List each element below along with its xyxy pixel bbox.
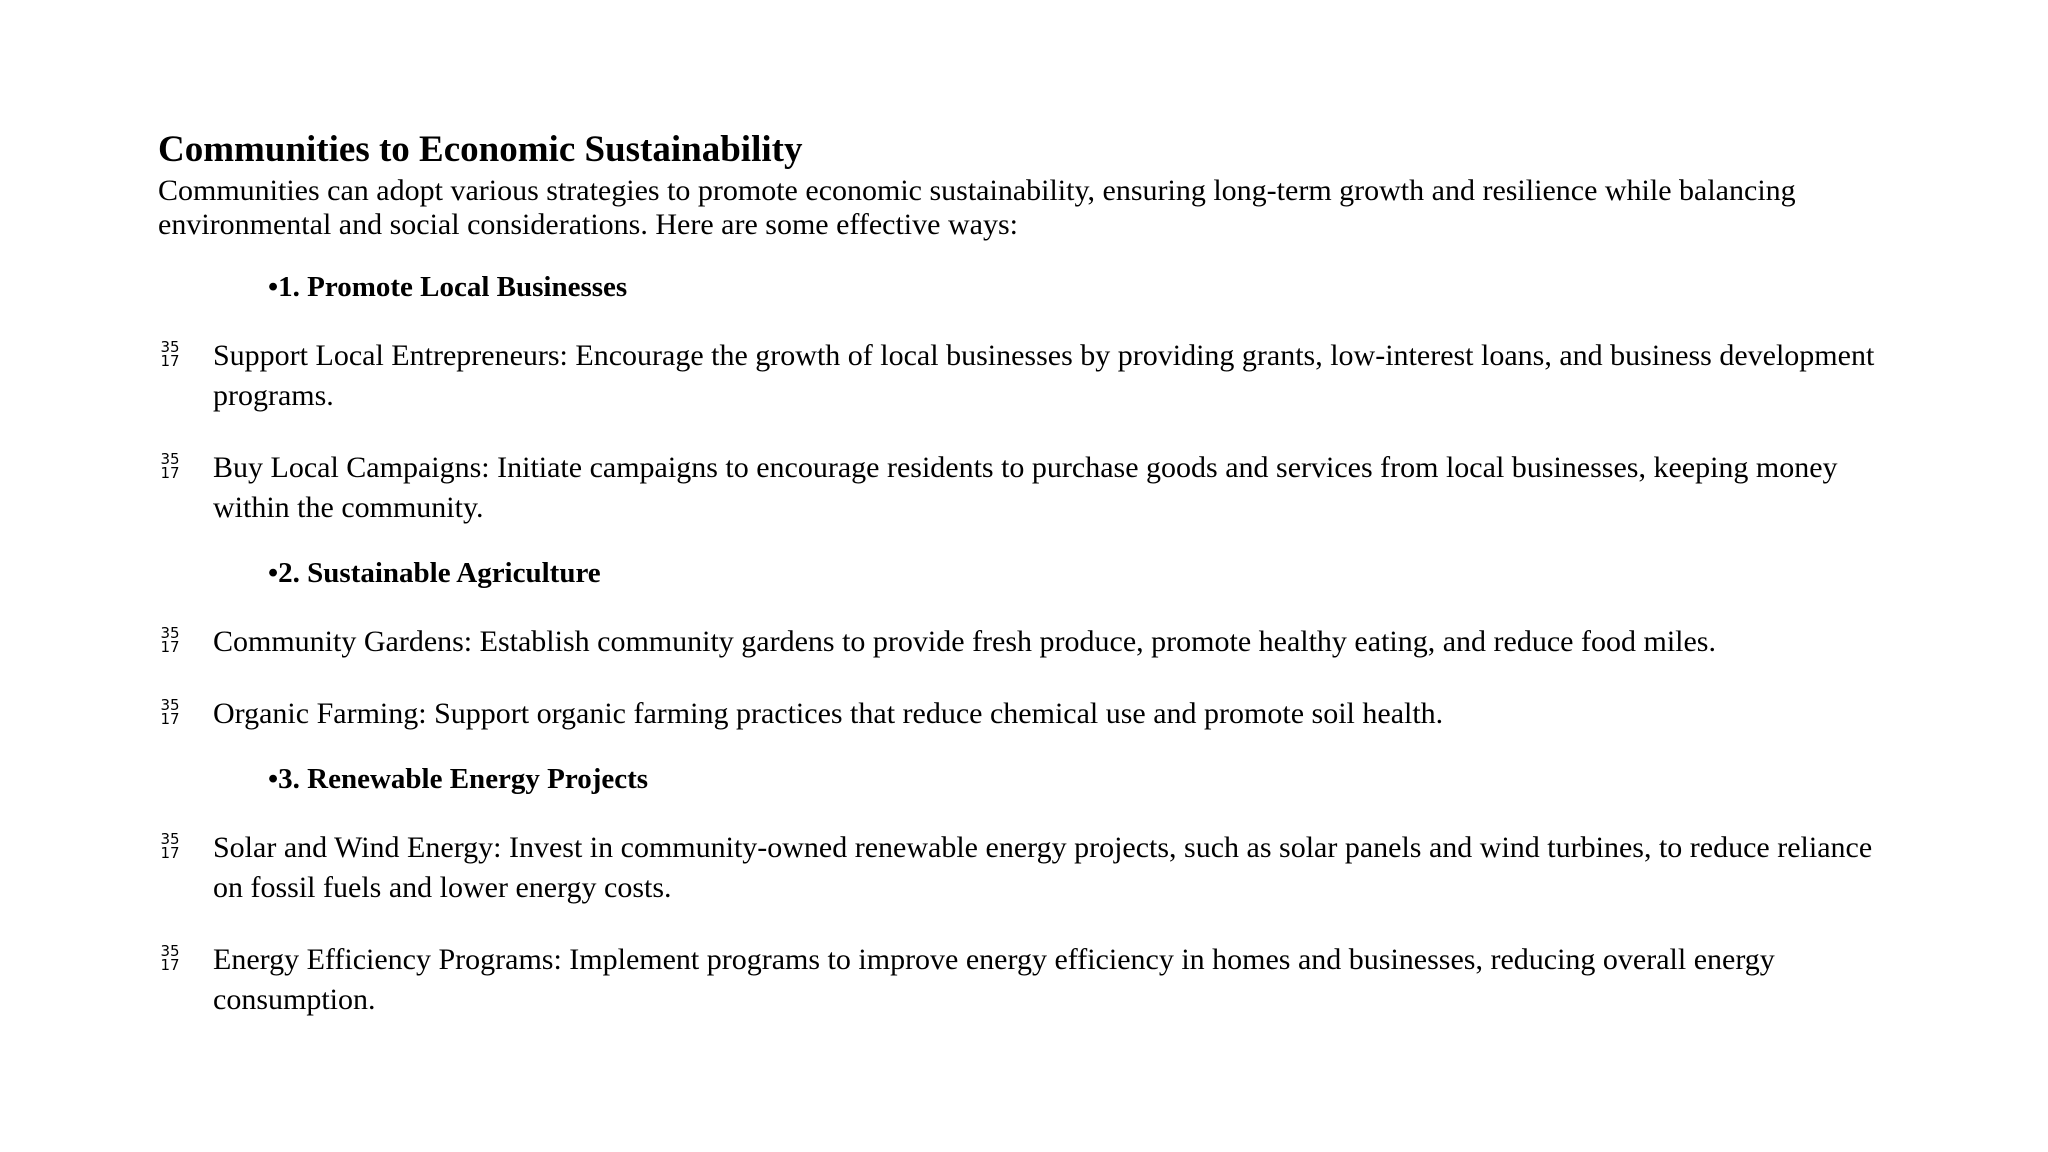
- bullet-marker-icon: 35 17: [160, 450, 180, 482]
- slide-title: Communities to Economic Sustainability: [158, 129, 803, 170]
- slide-content: [158, 128, 1898, 1020]
- bullet-marker-icon: 35 17: [160, 624, 180, 656]
- bullet-marker-icon: 35 17: [160, 696, 180, 728]
- list-item: [158, 336, 1898, 416]
- list-item: [158, 694, 1898, 734]
- list-item-text: Solar and Wind Energy: Invest in community-owned renewable energy projects, such as solar panels and wind turbines, to reduce reliance on fossil fuels and lower energy costs.: [213, 831, 1873, 904]
- section-heading-sustainable-agriculture: •2. Sustainable Agriculture: [268, 557, 601, 589]
- section-heading-renewable-energy: •3. Renewable Energy Projects: [268, 763, 649, 795]
- bullet-marker-icon: 35 17: [160, 942, 180, 974]
- list-item: [158, 622, 1898, 662]
- intro-paragraph: Communities can adopt various strategies to promote economic sustainability, ensuring long-term growth and resilience while balancing environmental and social considerations. Here are some effective ways:: [158, 174, 1796, 241]
- list-item: [158, 940, 1898, 1020]
- bullet-marker-icon: 35 17: [160, 338, 180, 370]
- list-item: [158, 448, 1898, 528]
- list-item-text: Energy Efficiency Programs: Implement programs to improve energy efficiency in homes and businesses, reducing overall energy consumption.: [213, 943, 1775, 1016]
- list-item-text: Buy Local Campaigns: Initiate campaigns to encourage residents to purchase goods and services from local businesses, keeping money within the community.: [213, 451, 1838, 524]
- list-item-text: Organic Farming: Support organic farming practices that reduce chemical use and promote soil health.: [213, 697, 1444, 730]
- list-item: [158, 828, 1898, 908]
- section-heading-local-businesses: •1. Promote Local Businesses: [268, 271, 628, 303]
- list-item-text: Community Gardens: Establish community gardens to provide fresh produce, promote healthy eating, and reduce food miles.: [213, 625, 1716, 658]
- list-item-text: Support Local Entrepreneurs: Encourage the growth of local businesses by providing grants, low-interest loans, and business development programs.: [213, 339, 1875, 412]
- bullet-marker-icon: 35 17: [160, 830, 180, 862]
